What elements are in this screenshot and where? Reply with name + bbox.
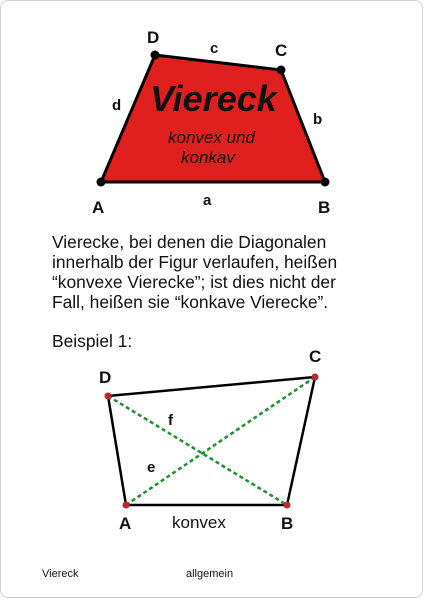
- vertex-b-point: [321, 178, 330, 187]
- side-d-label: d: [112, 97, 122, 114]
- vertex-d-label: D: [147, 28, 160, 47]
- vertex-c-point: [277, 66, 286, 75]
- example-heading: Beispiel 1:: [52, 331, 133, 351]
- vertex-c-label: C: [275, 41, 288, 60]
- example-vertex-a-point: [123, 502, 130, 509]
- example-vertex-d-point: [105, 393, 112, 400]
- example-vertex-c-label: C: [309, 347, 322, 366]
- figure-subtitle-line2: konkav: [181, 148, 235, 167]
- diagonal-f-label: f: [168, 412, 173, 429]
- vertex-d-point: [151, 51, 160, 60]
- footer-subcategory: allgemein: [186, 568, 234, 580]
- description-line: Fall, heißen sie “konkave Vierecke”.: [52, 292, 329, 312]
- vertex-a-point: [97, 178, 106, 187]
- description-line: Vierecke, bei denen die Diagonalen: [52, 232, 327, 252]
- figure-subtitle-line1: konvex und: [168, 128, 255, 147]
- example-quadrilateral-figure: [99, 347, 321, 533]
- top-quadrilateral-figure: [92, 28, 330, 217]
- vertex-a-label: A: [92, 198, 105, 217]
- description-line: “konvexe Vierecke”; ist dies nicht der: [52, 272, 336, 292]
- example-vertex-d-label: D: [99, 368, 112, 387]
- example-vertex-b-label: B: [281, 514, 294, 533]
- figure-title: Viereck: [150, 78, 277, 119]
- side-a-label: a: [203, 192, 212, 209]
- diagonal-e-line: [126, 377, 315, 505]
- example-quadrilateral-outline: [108, 377, 315, 505]
- diagonal-f-line: [108, 396, 287, 505]
- description-paragraph: [52, 232, 382, 312]
- footer-category: Viereck: [42, 568, 79, 580]
- example-vertex-a-label: A: [119, 514, 132, 533]
- example-caption: konvex: [172, 513, 226, 532]
- diagonal-e-label: e: [147, 459, 156, 476]
- example-vertex-c-point: [312, 374, 319, 381]
- vertex-b-label: B: [318, 198, 331, 217]
- description-line: innerhalb der Figur verlaufen, heißen: [52, 252, 338, 272]
- side-c-label: c: [210, 40, 219, 57]
- example-vertex-b-point: [284, 502, 291, 509]
- side-b-label: b: [313, 111, 323, 128]
